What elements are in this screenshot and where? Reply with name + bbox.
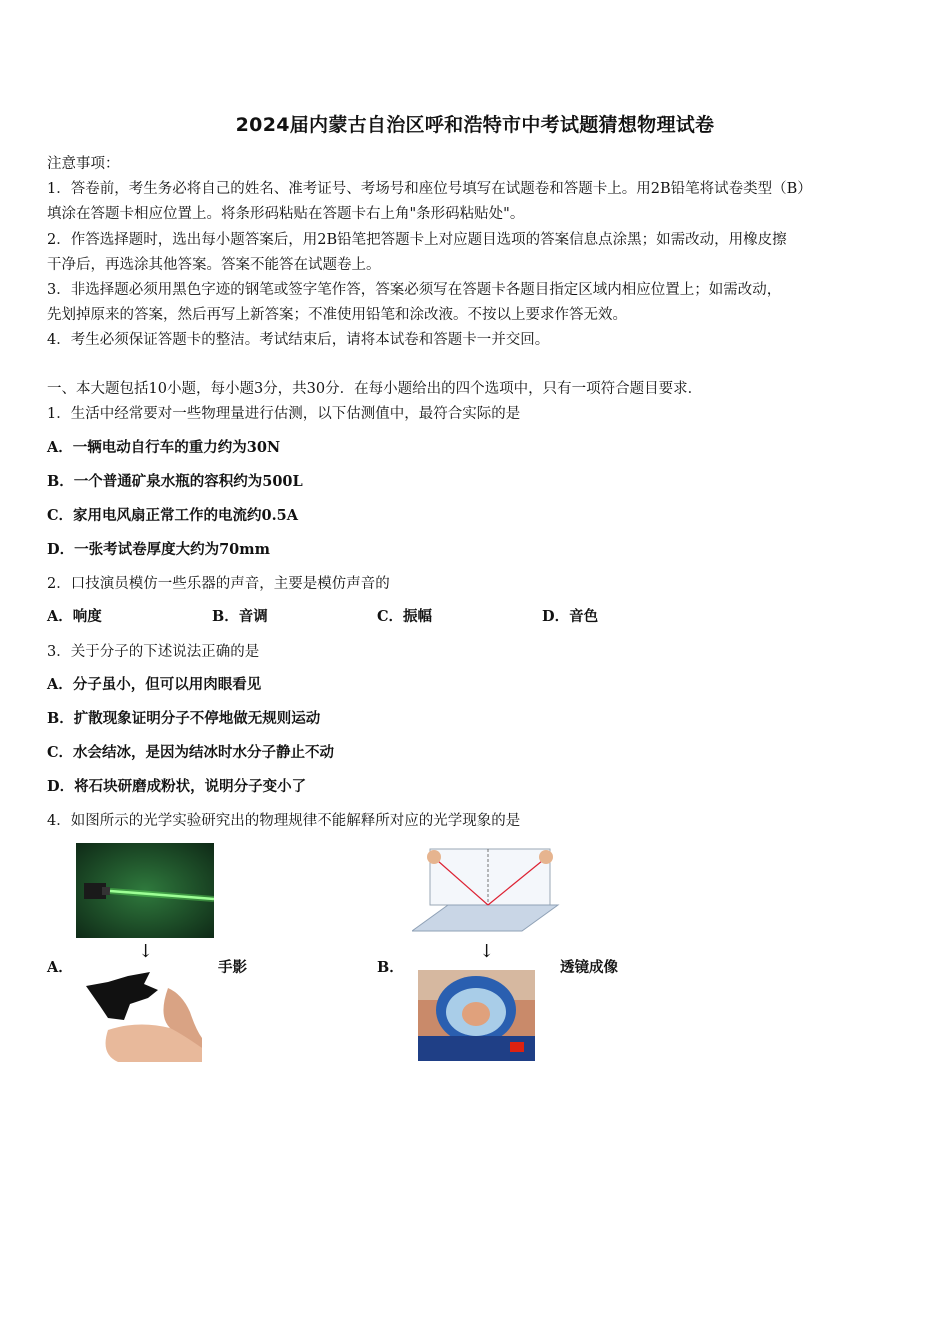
question-4-option-a-caption: 手影 bbox=[218, 959, 247, 976]
question-1-option-b: B．一个普通矿泉水瓶的容积约为500L bbox=[47, 473, 303, 490]
question-1-stem: 1．生活中经常要对一些物理量进行估测，以下估测值中，最符合实际的是 bbox=[47, 406, 521, 422]
notice-line: 3．非选择题必须用黑色字迹的钢笔或签字笔作答，答案必须写在答题卡各题目指定区域内相应位置上；如需改动， bbox=[47, 282, 782, 298]
notice-line: 4．考生必须保证答题卡的整洁。考试结束后，请将本试卷和答题卡一并交回。 bbox=[47, 332, 550, 348]
question-2-option-a: A．响度 bbox=[47, 608, 102, 625]
question-2-option-c: C．振幅 bbox=[377, 608, 433, 625]
notice-line: 填涂在答题卡相应位置上。将条形码粘贴在答题卡右上角"条形码粘贴处"。 bbox=[47, 206, 525, 222]
question-3-stem: 3．关于分子的下述说法正确的是 bbox=[47, 644, 260, 660]
notice-line: 干净后，再选涂其他答案。答案不能答在试题卷上。 bbox=[47, 257, 381, 273]
notice-heading: 注意事项： bbox=[47, 156, 120, 172]
question-2-options bbox=[0, 605, 950, 627]
question-2-option-d: D．音色 bbox=[542, 608, 599, 625]
page-title: 2024届内蒙古自治区呼和浩特市中考试题猜想物理试卷 bbox=[235, 114, 715, 136]
notice-line: 1．答卷前，考生务必将自己的姓名、准考证号、考场号和座位号填写在试题卷和答题卡上。用2B铅笔将试卷类型（B） bbox=[47, 181, 812, 197]
water-lens-image bbox=[418, 970, 535, 1061]
laser-experiment-image bbox=[76, 843, 214, 938]
question-4-stem: 4．如图所示的光学实验研究出的物理规律不能解释所对应的光学现象的是 bbox=[47, 813, 521, 829]
question-2-option-b: B．音调 bbox=[212, 608, 268, 625]
down-arrow-icon: ↓ bbox=[138, 941, 154, 962]
section-heading: 一、本大题包括10小题，每小题3分，共30分．在每小题给出的四个选项中，只有一项符合题目要求． bbox=[47, 381, 703, 397]
question-1-option-d: D．一张考试卷厚度大约为70mm bbox=[47, 541, 270, 558]
question-4-option-a-label: A． bbox=[47, 959, 73, 976]
question-1-option-a: A．一辆电动自行车的重力约为30N bbox=[47, 439, 281, 456]
question-2-stem: 2．口技演员模仿一些乐器的声音，主要是模仿声音的 bbox=[47, 576, 390, 592]
question-1-option-c: C．家用电风扇正常工作的电流约0.5A bbox=[47, 507, 299, 524]
hand-shadow-image bbox=[78, 968, 204, 1062]
question-4-option-b-caption: 透镜成像 bbox=[560, 959, 618, 976]
reflection-experiment-image bbox=[412, 843, 560, 935]
question-3-option-d: D．将石块研磨成粉状，说明分子变小了 bbox=[47, 778, 307, 795]
question-3-option-b: B．扩散现象证明分子不停地做无规则运动 bbox=[47, 710, 321, 727]
notice-line: 2．作答选择题时，选出每小题答案后，用2B铅笔把答题卡上对应题目选项的答案信息点涂黑；如需改动，用橡皮擦 bbox=[47, 232, 787, 248]
question-3-option-c: C．水会结冰，是因为结冰时水分子静止不动 bbox=[47, 744, 335, 761]
question-4-option-b-label: B． bbox=[377, 959, 404, 976]
down-arrow-icon: ↓ bbox=[479, 941, 495, 962]
notice-line: 先划掉原来的答案，然后再写上新答案；不准使用铅笔和涂改液。不按以上要求作答无效。 bbox=[47, 307, 627, 323]
question-3-option-a: A．分子虽小，但可以用肉眼看见 bbox=[47, 676, 262, 693]
